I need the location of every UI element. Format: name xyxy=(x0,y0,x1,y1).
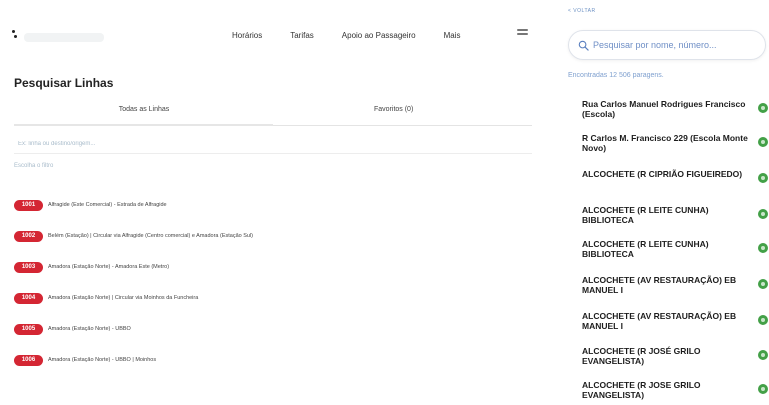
list-item[interactable] xyxy=(582,346,769,366)
list-item[interactable] xyxy=(582,380,769,400)
go-icon[interactable] xyxy=(758,173,768,183)
line-row[interactable] xyxy=(14,198,167,212)
line-row[interactable] xyxy=(14,353,156,367)
go-icon[interactable] xyxy=(758,279,768,289)
stop-name: ALCOCHETE (AV RESTAURAÇÃO) EB MANUEL I xyxy=(582,275,737,295)
list-item[interactable] xyxy=(582,239,769,259)
line-row[interactable] xyxy=(14,322,131,336)
list-item[interactable] xyxy=(582,275,769,295)
go-icon[interactable] xyxy=(758,243,768,253)
stop-name: ALCOCHETE (AV RESTAURAÇÃO) EB MANUEL I xyxy=(582,311,737,331)
page-title: Pesquisar Linhas xyxy=(14,76,114,90)
menu-icon[interactable] xyxy=(517,29,528,38)
stop-search-input[interactable] xyxy=(593,40,763,50)
line-number-badge: 1006 xyxy=(14,355,43,366)
logo-wordmark xyxy=(24,33,104,42)
lines-tabs xyxy=(14,98,532,126)
nav-link-tarifas[interactable]: Tarifas xyxy=(290,31,314,40)
logo[interactable] xyxy=(12,30,112,46)
line-number-badge: 1002 xyxy=(14,231,43,242)
line-number-badge: 1001 xyxy=(14,200,43,211)
tab-all-lines[interactable]: Todas as Linhas xyxy=(118,106,170,113)
line-row[interactable] xyxy=(14,229,253,243)
list-item[interactable] xyxy=(582,205,769,225)
results-count: Encontradas 12 506 paragens. xyxy=(568,72,664,79)
top-navigation xyxy=(0,0,548,70)
go-icon[interactable] xyxy=(758,103,768,113)
stop-name: ALCOCHETE (R LEITE CUNHA) BIBLIOTECA xyxy=(582,239,709,259)
line-name: Alfragide (Este Comercial) - Estrada de Alfragide xyxy=(48,202,167,208)
line-row[interactable] xyxy=(14,291,198,305)
go-icon[interactable] xyxy=(758,384,768,394)
logo-icon xyxy=(12,30,17,39)
stop-search-box[interactable] xyxy=(568,30,766,60)
tab-favorites[interactable]: Favoritos (0) xyxy=(374,106,414,113)
line-name: Amadora (Estação Norte) - UBBO | Moinhos xyxy=(48,357,157,363)
line-row[interactable] xyxy=(14,260,169,274)
stop-name: ALCOCHETE (R JOSE GRILO EVANGELISTA) xyxy=(582,380,701,400)
filter-hint[interactable]: Escolha o filtro xyxy=(14,163,54,169)
line-name: Amadora (Estação Norte) - Amadora Este (Metro) xyxy=(48,264,170,270)
line-number-badge: 1004 xyxy=(14,293,43,304)
line-filter-input[interactable] xyxy=(14,134,532,154)
nav-link-apoio[interactable]: Apoio ao Passageiro xyxy=(341,31,416,40)
line-name: Belém (Estação) | Circular via Alfragide (Centro comercial) e Amadora (Estação Sul) xyxy=(48,233,254,239)
go-icon[interactable] xyxy=(758,350,768,360)
active-tab-indicator xyxy=(14,124,273,126)
line-name: Amadora (Estação Norte) | Circular via Moinhos da Funcheira xyxy=(48,295,199,301)
list-item[interactable] xyxy=(582,169,769,179)
search-icon xyxy=(578,40,589,51)
line-number-badge: 1003 xyxy=(14,262,43,273)
line-name: Amadora (Estação Norte) - UBBO xyxy=(48,326,131,332)
stops-sidebar xyxy=(556,0,769,405)
list-item[interactable] xyxy=(582,311,769,331)
go-icon[interactable] xyxy=(758,137,768,147)
nav-links xyxy=(232,31,461,40)
stop-name: ALCOCHETE (R LEITE CUNHA) BIBLIOTECA xyxy=(582,205,709,225)
stop-name: R Carlos M. Francisco 229 (Escola Monte Novo) xyxy=(582,133,748,153)
go-icon[interactable] xyxy=(758,315,768,325)
go-icon[interactable] xyxy=(758,209,768,219)
stop-name: ALCOCHETE (R JOSÉ GRILO EVANGELISTA) xyxy=(582,346,701,366)
nav-link-horarios[interactable]: Horários xyxy=(232,31,263,40)
list-item[interactable] xyxy=(582,99,769,119)
stop-name: ALCOCHETE (R CIPRIÃO FIGUEIREDO) xyxy=(582,169,743,179)
back-link[interactable]: < VOLTAR xyxy=(568,8,596,14)
stop-name: Rua Carlos Manuel Rodrigues Francisco (Escola) xyxy=(582,99,746,119)
line-number-badge: 1005 xyxy=(14,324,43,335)
nav-link-mais[interactable]: Mais xyxy=(443,31,461,40)
list-item[interactable] xyxy=(582,133,769,153)
